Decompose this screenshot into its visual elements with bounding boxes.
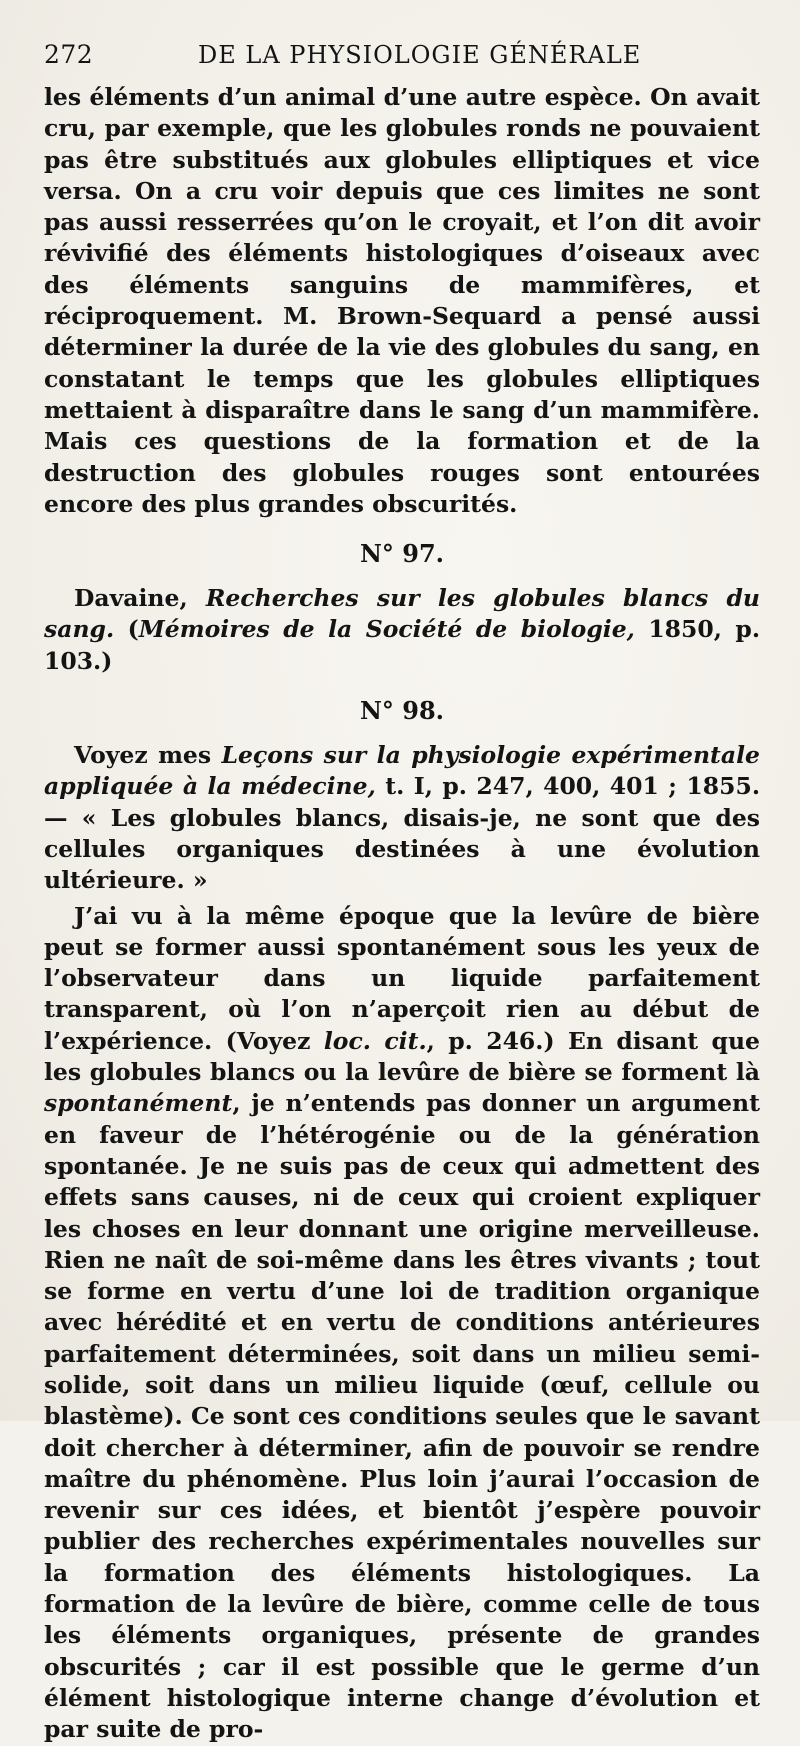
note-98-book-title: Leçons sur la physiologie expérimentale appliquée à la médecine, — [44, 741, 760, 801]
paragraph-levure-part-2: , p. 246.) En disant que les globules blancs ou la levûre de bière se forment là — [44, 1026, 760, 1087]
note-97-title: Recherches sur les globules blancs du sang. — [44, 584, 760, 644]
loc-cit: loc. cit. — [323, 1026, 427, 1055]
note-98-citation — [44, 740, 760, 896]
note-97-author: Davaine, — [74, 584, 188, 613]
note-97-source-journal: Mémoires de la Société de biologie, — [138, 615, 635, 644]
page-number: 272 — [44, 40, 94, 69]
spontanement-term: spontanément — [44, 1089, 233, 1118]
note-98-quote: t. I, p. 247, 400, 401 ; 1855. — « Les globules blancs, disais-je, ne sont que des cellules organiques destinées à une évolution ultérieure. » — [44, 772, 760, 895]
paragraph-levure — [44, 901, 760, 1746]
note-97-source-open: ( — [127, 615, 139, 644]
note-97-heading: N° 97. — [359, 539, 445, 569]
paragraph-levure-part-3: , je n’entends pas donner un argument en faveur de l’hétérogénie ou de la génération spontanée. Je ne suis pas de ceux qui admettent des effets sans causes, ni de ceux qui croient expliquer les choses en leur donnant une origine merveilleuse. Rien ne naît de soi-même dans les êtres vivants ; tout se forme en vertu d’une loi de tradition organique avec hérédité et en vertu de conditions antérieures parfaitement déterminées, soit dans un milieu semi-solide, soit dans un milieu liquide (œuf, cellule ou blastème). Ce sont ces conditions seules que le savant doit chercher à déterminer, afin de pouvoir se rendre maître du phénomène. Plus loin j’aurai l’occasion de revenir sur ces idées, et bientôt j’espère pouvoir publier des recherches expérimentales nouvelles sur la formation des éléments histologiques. La formation de la levûre de bière, comme celle de tous les éléments organiques, présente de grandes obscurités ; car il est possible que le germe d’un élément histologique interne change d’évolution et par suite de pro- — [44, 1089, 760, 1744]
running-title: DE LA PHYSIOLOGIE GÉNÉRALE — [198, 41, 642, 69]
body-text — [44, 82, 760, 1746]
note-98-heading: N° 98. — [359, 696, 445, 726]
note-98-intro: Voyez mes — [74, 741, 222, 770]
running-head — [44, 40, 760, 82]
note-97-citation — [44, 583, 760, 677]
note-97-source-rest: 1850, p. 103.) — [44, 615, 760, 675]
paragraph-levure-part-1: J’ai vu à la même époque que la levûre de bière peut se former aussi spontanément sous les yeux de l’observateur dans un liquide parfaitement transparent, où l’on n’aperçoit rien au début de l’expérience. (Voyez — [44, 901, 760, 1055]
paragraph-continued: les éléments d’un animal d’une autre espèce. On avait cru, par exemple, que les globules ronds ne pouvaient pas être substitués aux globules elliptiques et vice versa. On a cru voir depuis que ces limites ne sont pas aussi resserrées qu’on le croyait, et l’on dit avoir révivifié des éléments histologiques d’oiseaux avec des éléments sanguins de mammifères, et réciproquement. M. Brown-Sequard a pensé aussi déterminer la durée de la vie des globules du sang, en constatant le temps que les globules elliptiques mettaient à disparaître dans le sang d’un mammifère. Mais ces questions de la formation et de la destruction des globules rouges sont entourées encore des plus grandes obscurités. — [44, 83, 760, 518]
